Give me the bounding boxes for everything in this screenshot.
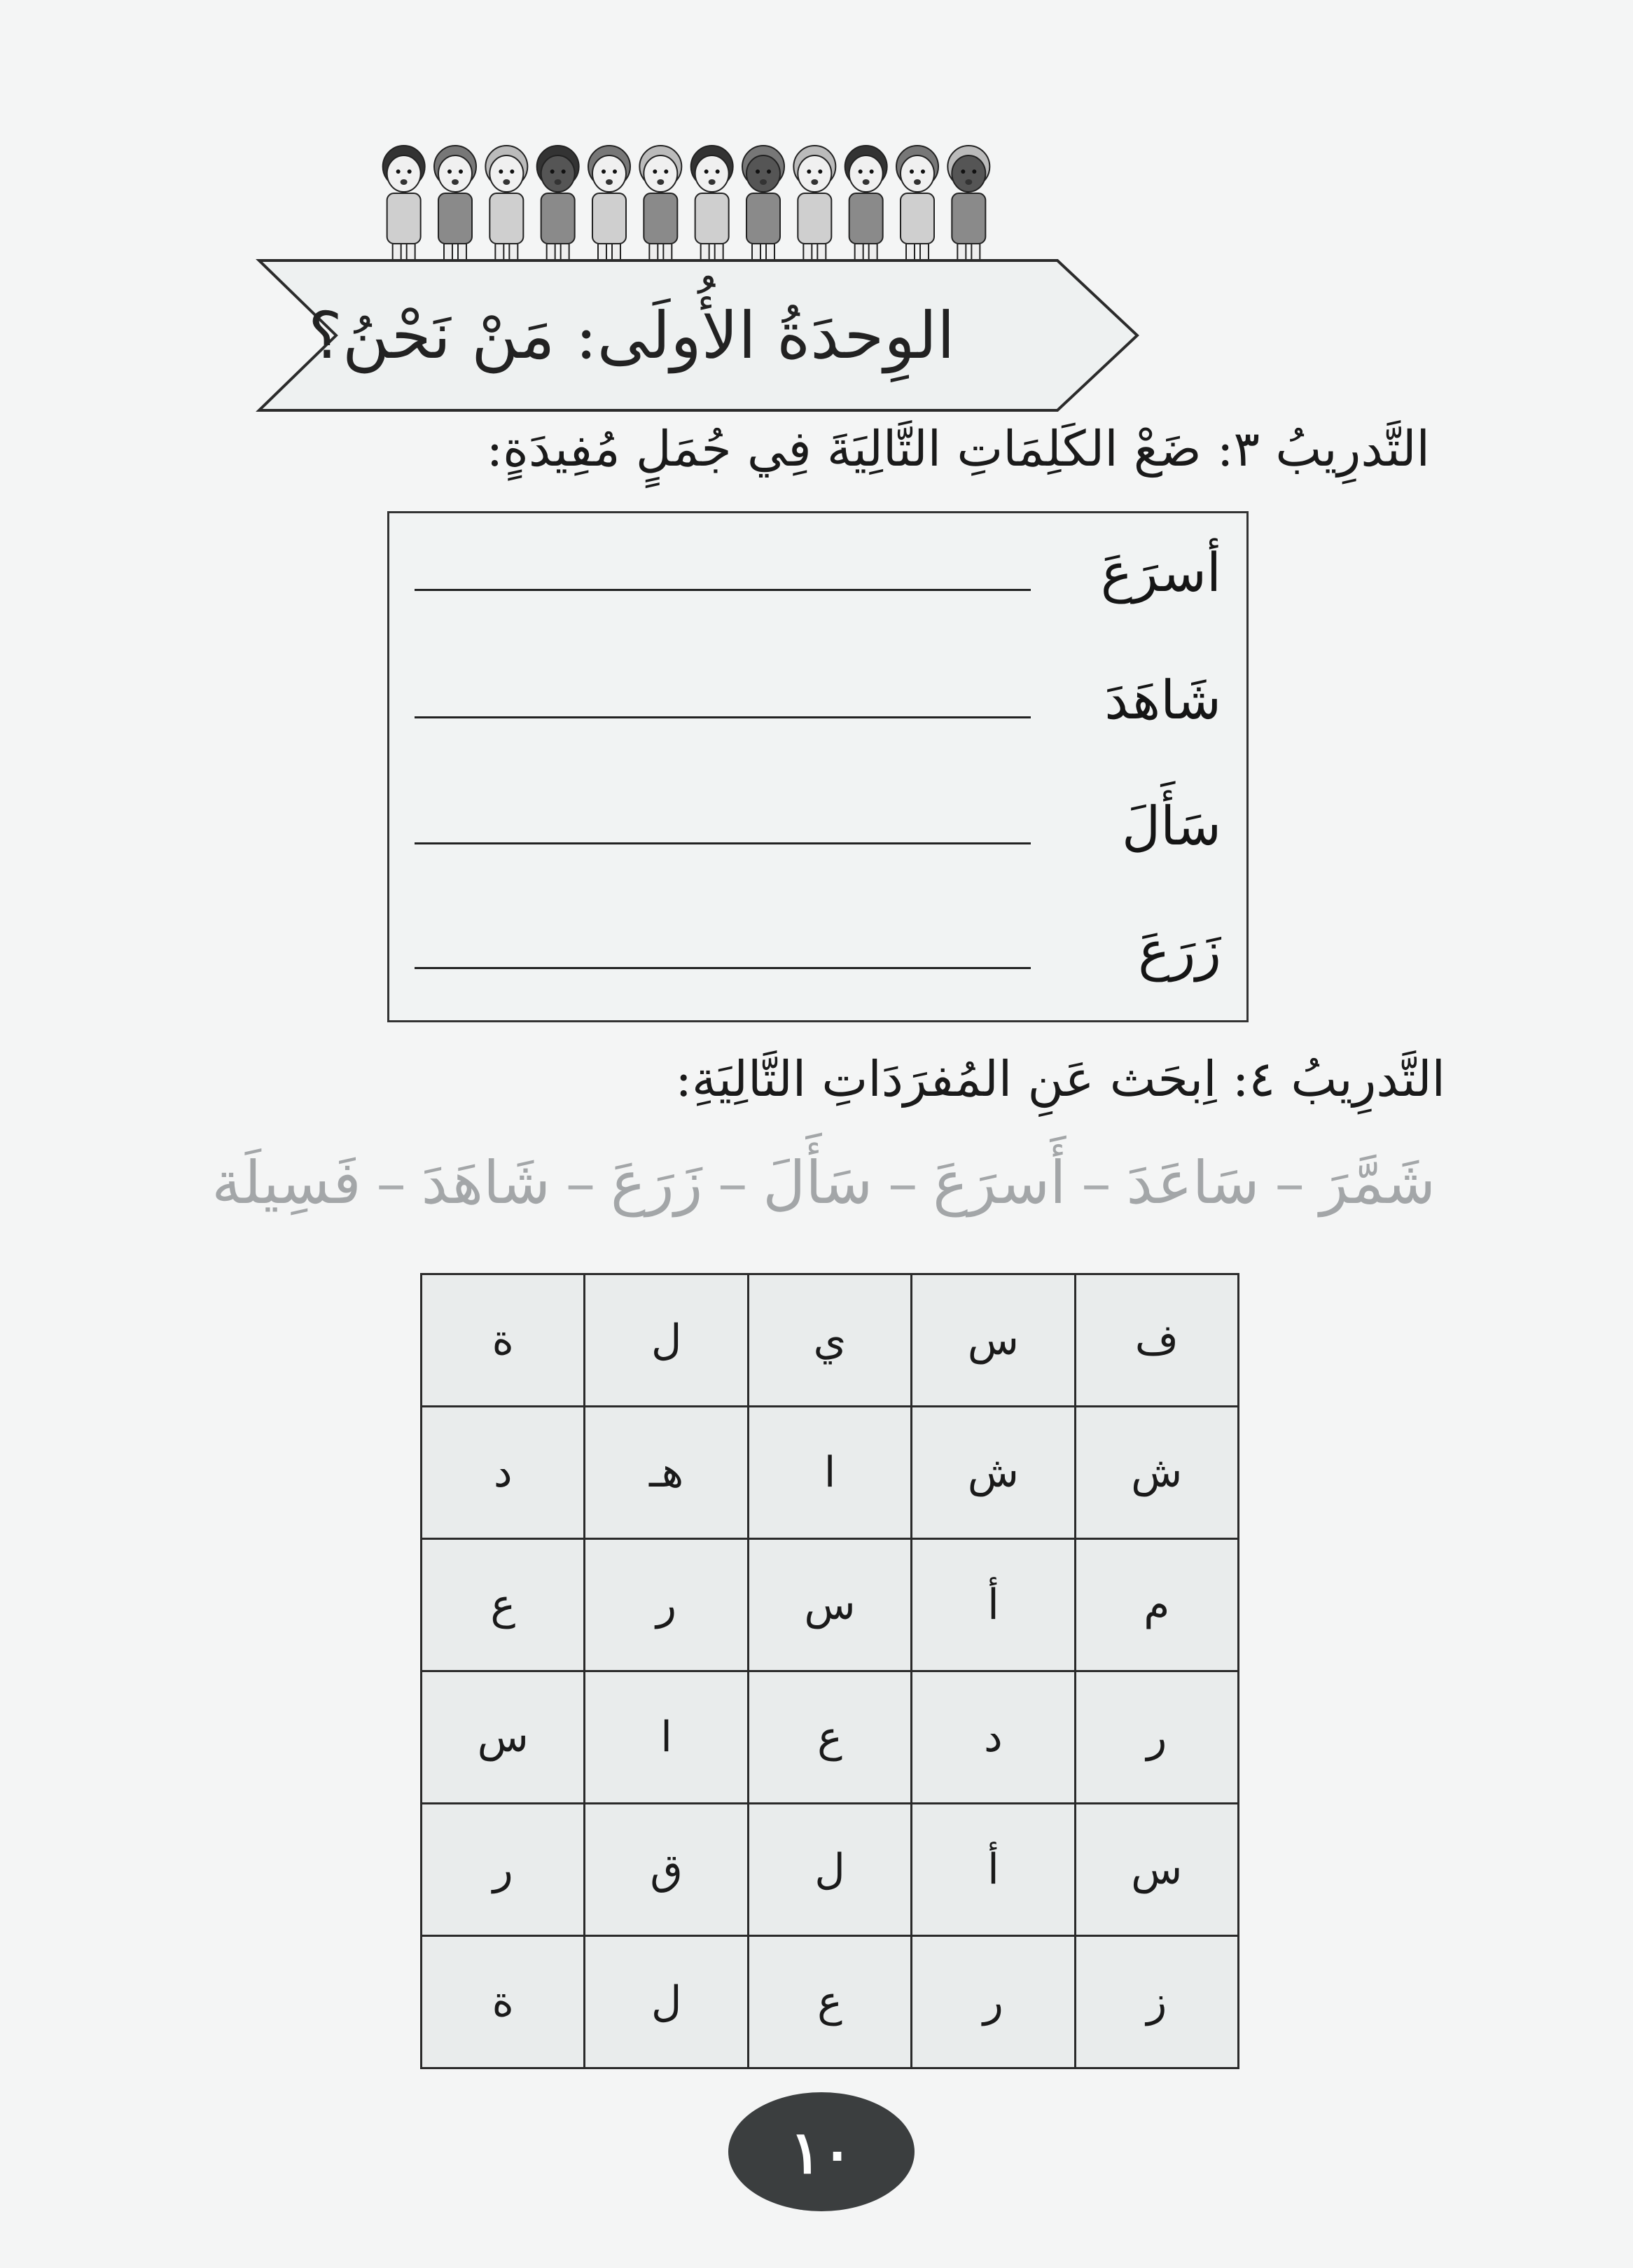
exercise-3-word: زَرَعَ [1138, 919, 1221, 982]
exercise-3-row [389, 774, 1246, 879]
grid-cell[interactable]: ي [748, 1274, 911, 1407]
grid-cell[interactable]: ر [422, 1804, 585, 1936]
grid-cell[interactable]: ر [912, 1936, 1075, 2068]
vocab-word: شَمَّرَ [1319, 1148, 1436, 1217]
page-number: ١٠ [789, 2117, 854, 2187]
grid-cell[interactable]: ع [748, 1671, 911, 1804]
child-figure [896, 146, 938, 263]
grid-cell[interactable]: ل [748, 1804, 911, 1936]
child-figure [742, 146, 784, 263]
vocab-separator: – [1274, 1148, 1305, 1217]
grid-cell[interactable]: ف [1075, 1274, 1238, 1407]
grid-cell[interactable]: ش [1075, 1407, 1238, 1539]
answer-line[interactable] [415, 967, 1031, 969]
child-figure [537, 146, 579, 263]
answer-line[interactable] [415, 842, 1031, 844]
grid-cell[interactable]: ع [748, 1936, 911, 2068]
answer-line[interactable] [415, 716, 1031, 718]
grid-cell[interactable]: ر [1075, 1671, 1238, 1804]
grid-row [422, 1274, 1239, 1407]
grid-cell[interactable]: س [422, 1671, 585, 1804]
grid-cell[interactable]: ر [585, 1539, 748, 1671]
child-figure [639, 146, 681, 263]
grid-cell[interactable]: ل [585, 1274, 748, 1407]
vocab-separator: – [1081, 1148, 1111, 1217]
grid-cell[interactable]: ع [422, 1539, 585, 1671]
vocabulary-list [161, 1148, 1436, 1217]
grid-cell[interactable]: ش [912, 1407, 1075, 1539]
word-search-grid [420, 1273, 1239, 2069]
grid-cell[interactable]: س [1075, 1804, 1238, 1936]
grid-row [422, 1936, 1239, 2068]
grid-cell[interactable]: أ [912, 1804, 1075, 1936]
vocab-separator: – [888, 1148, 918, 1217]
vocab-word: سَأَلَ [763, 1148, 873, 1217]
vocab-word: زَرَعَ [611, 1148, 703, 1217]
child-figure [485, 146, 527, 263]
answer-line[interactable] [415, 589, 1031, 591]
child-figure [845, 146, 887, 263]
vocab-separator: – [718, 1148, 748, 1217]
child-figure [947, 146, 989, 263]
grid-cell[interactable]: ا [585, 1671, 748, 1804]
grid-cell[interactable]: س [748, 1539, 911, 1671]
exercise-3-heading: التَّدرِيبُ ٣: ضَعْ الكَلِمَاتِ التَّالِيَةَ فِي جُمَلٍ مُفِيدَةٍ: [486, 420, 1430, 478]
grid-cell[interactable]: ة [422, 1274, 585, 1407]
vocab-word: سَاعَدَ [1126, 1148, 1260, 1217]
exercise-3-row [389, 898, 1246, 1003]
child-figure [588, 146, 630, 263]
grid-cell[interactable]: ل [585, 1936, 748, 2068]
child-figure [691, 146, 733, 263]
grid-row [422, 1804, 1239, 1936]
grid-cell[interactable]: ز [1075, 1936, 1238, 2068]
exercise-3-row [389, 648, 1246, 753]
exercise-3-row [389, 520, 1246, 625]
child-figure [434, 146, 476, 263]
vocab-word: فَسِيلَة [211, 1148, 361, 1217]
grid-row [422, 1671, 1239, 1804]
grid-cell[interactable]: د [912, 1671, 1075, 1804]
grid-cell[interactable]: م [1075, 1539, 1238, 1671]
grid-cell[interactable]: أ [912, 1539, 1075, 1671]
grid-cell[interactable]: هـ [585, 1407, 748, 1539]
vocab-separator: – [376, 1148, 406, 1217]
grid-row [422, 1539, 1239, 1671]
unit-title: الوِحدَةُ الأُولَى: مَنْ نَحْنُ؟ [308, 298, 955, 373]
grid-cell[interactable]: ا [748, 1407, 911, 1539]
exercise-3-word: شَاهَدَ [1104, 669, 1221, 731]
vocab-word: شَاهَدَ [421, 1148, 551, 1217]
vocab-separator: – [566, 1148, 596, 1217]
exercise-3-box [387, 511, 1249, 1022]
grid-cell[interactable]: ق [585, 1804, 748, 1936]
grid-cell[interactable]: ة [422, 1936, 585, 2068]
exercise-3-word: سَأَلَ [1121, 795, 1221, 857]
child-figure [793, 146, 835, 263]
grid-row [422, 1407, 1239, 1539]
exercise-3-word: أسرَعَ [1100, 541, 1221, 604]
exercise-4-heading: التَّدرِيبُ ٤: اِبحَث عَنِ المُفرَدَاتِ التَّالِيَةِ: [675, 1050, 1445, 1108]
grid-cell[interactable]: س [912, 1274, 1075, 1407]
grid-cell[interactable]: د [422, 1407, 585, 1539]
child-figure [383, 146, 425, 263]
children-illustration [378, 133, 994, 266]
vocab-word: أَسرَعَ [933, 1148, 1066, 1217]
